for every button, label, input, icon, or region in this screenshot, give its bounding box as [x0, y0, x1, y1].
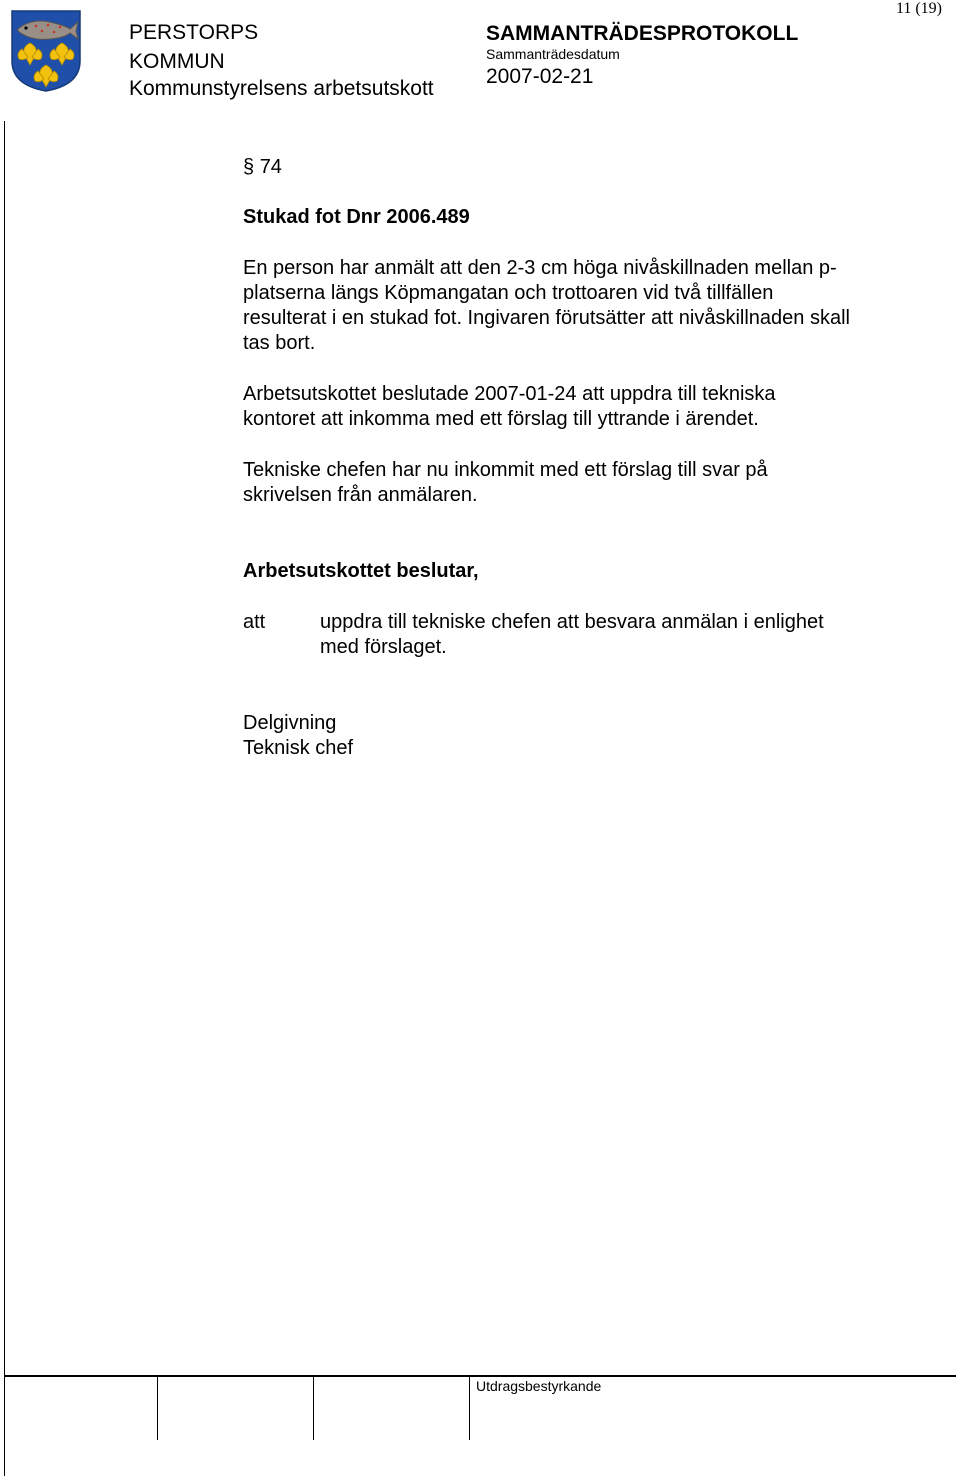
protocol-title: SAMMANTRÄDESPROTOKOLL — [486, 22, 799, 45]
signature-box-separator — [157, 1376, 158, 1440]
section-number-value: 74 — [259, 156, 282, 178]
coat-of-arms-icon — [10, 9, 82, 93]
meeting-date-label: Sammanträdesdatum — [486, 46, 620, 62]
decision-att: att — [243, 611, 266, 633]
signature-box-separator — [469, 1376, 470, 1440]
meeting-date: 2007-02-21 — [486, 65, 594, 88]
paragraph-complaint: En person har anmält att den 2-3 cm höga nivåskillnaden mellan p-platserna längs Köpmangatan och trottoaren vid två tillfällen resulterat i en stukad fot. Ingivaren förutsätter att nivåskillnaden skall tas bort. — [243, 257, 850, 354]
decision-heading: Arbetsutskottet beslutar, — [243, 560, 479, 582]
paragraph-proposal: Tekniske chefen har nu inkommit med ett förslag till svar på skrivelsen från anmälaren. — [243, 459, 768, 506]
decision-text: uppdra till tekniske chefen att besvara anmälan i enlighet med förslaget. — [320, 611, 824, 658]
committee-name: Kommunstyrelsens arbetsutskott — [129, 77, 434, 100]
signature-box-separator — [313, 1376, 314, 1440]
municipality-name-line1: PERSTORPS — [129, 21, 259, 44]
item-heading: Stukad fot Dnr 2006.489 — [243, 206, 470, 228]
section-number — [243, 155, 282, 180]
paragraph-previous-decision: Arbetsutskottet beslutade 2007-01-24 att uppdra till tekniska kontoret att inkomma med ett förslag till yttrande i ärendet. — [243, 383, 776, 430]
distribution-recipient: Teknisk chef — [243, 737, 354, 759]
footer-divider — [4, 1375, 956, 1377]
left-margin-line — [4, 121, 5, 1476]
attestation-label: Utdragsbestyrkande — [476, 1378, 602, 1394]
page-number: 11 (19) — [895, 0, 942, 17]
distribution-label: Delgivning — [243, 712, 337, 734]
municipality-name-line2: KOMMUN — [129, 50, 225, 73]
section-symbol: § — [243, 156, 255, 178]
